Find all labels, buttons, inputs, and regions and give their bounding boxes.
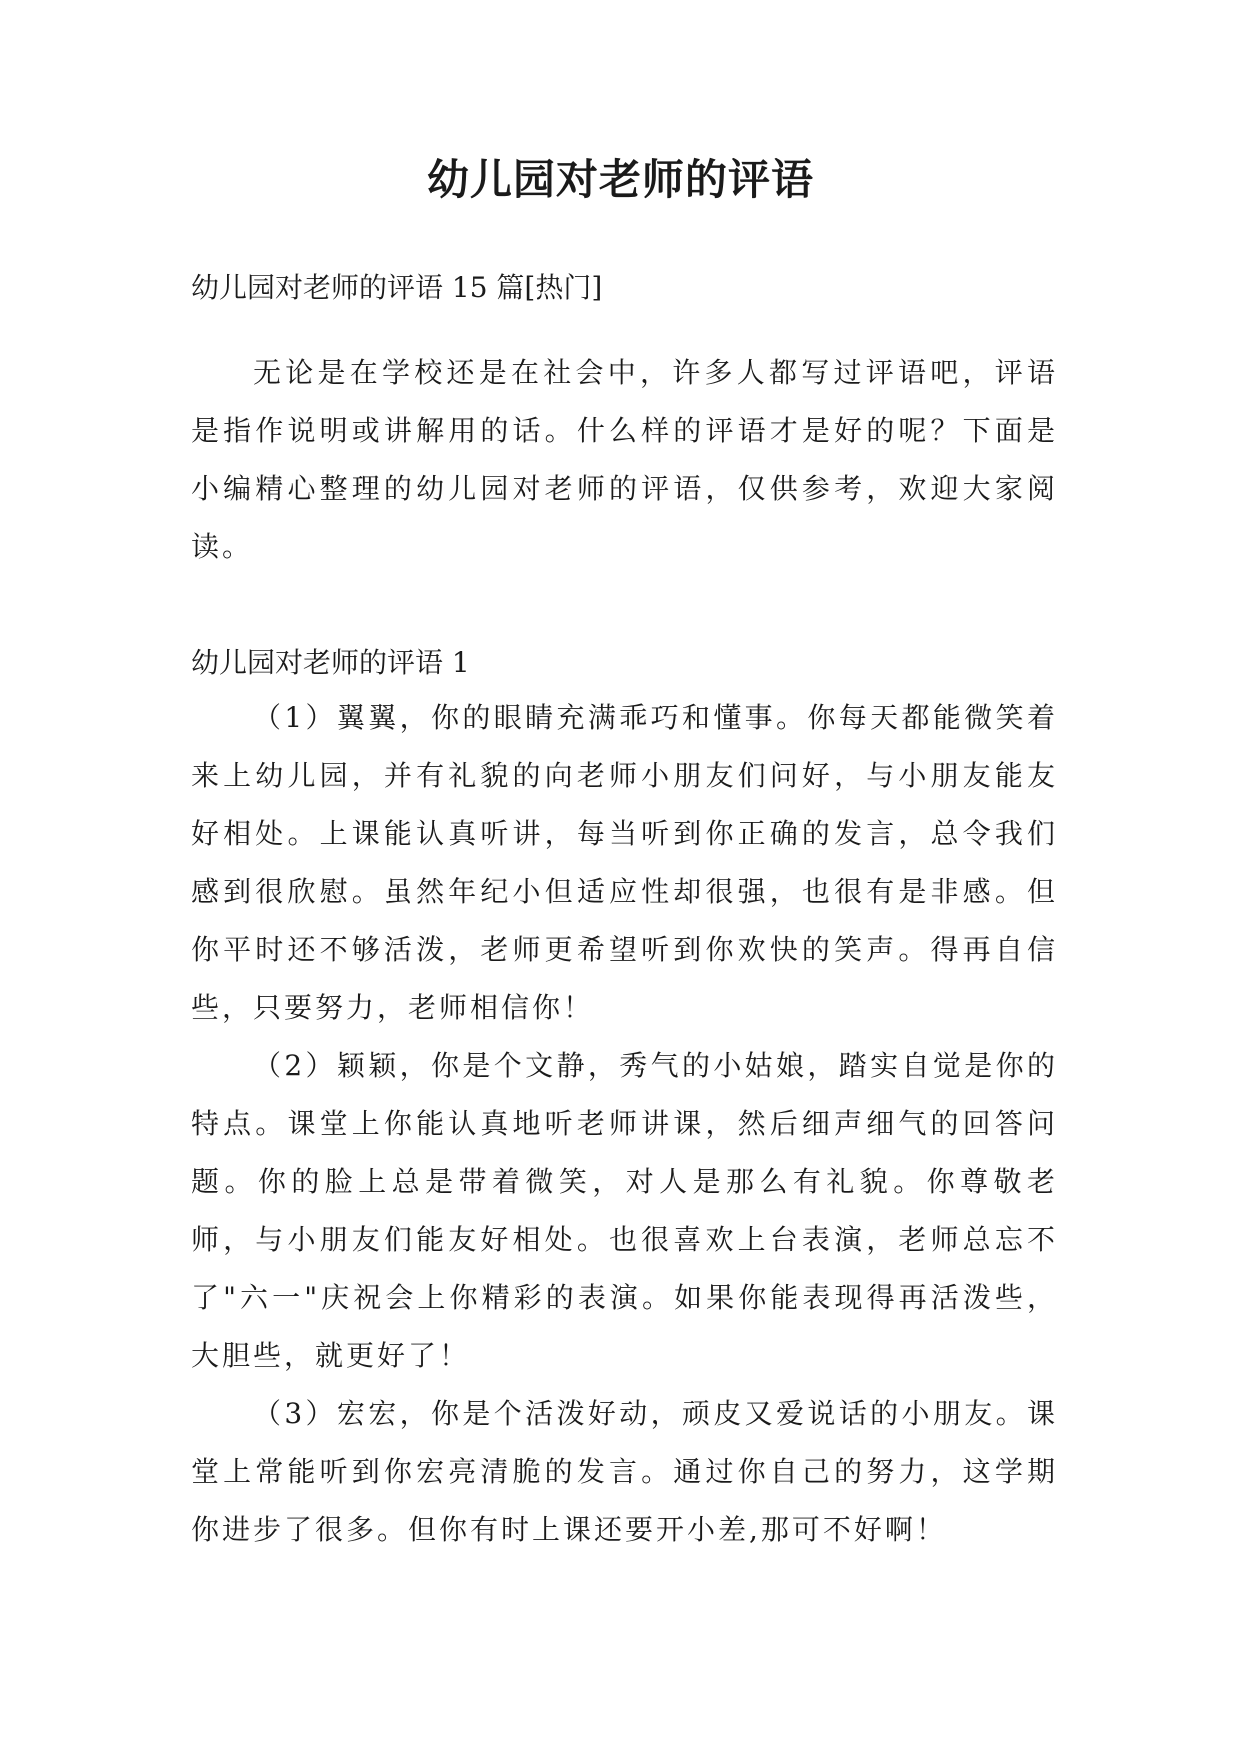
section-heading: 幼儿园对老师的评语 1 — [191, 646, 470, 679]
document-subtitle: 幼儿园对老师的评语 15 篇[热门] — [191, 271, 603, 304]
document-title: 幼儿园对老师的评语 — [426, 155, 814, 204]
section-paragraph-1: （1）翼翼，你的眼睛充满乖巧和懂事。你每天都能微笑着来上幼儿园，并有礼貌的向老师小朋友们问好，与小朋友能友好相处。上课能认真听讲，每当听到你正确的发言，总令我们感到很欣慰。虽然年纪小但适应性却很强，也很有是非感。但你平时还不够活泼，老师更希望听到你欢快的笑声。得再自信些，只要努力，老师相信你！ — [191, 701, 1058, 1024]
intro-paragraph: 无论是在学校还是在社会中，许多人都写过评语吧，评语是指作说明或讲解用的话。什么样的评语才是好的呢？下面是小编精心整理的幼儿园对老师的评语，仅供参考，欢迎大家阅读。 — [191, 356, 1058, 563]
section-paragraph-3: （3）宏宏，你是个活泼好动，顽皮又爱说话的小朋友。课堂上常能听到你宏亮清脆的发言。通过你自己的努力，这学期你进步了很多。但你有时上课还要开小差,那可不好啊！ — [191, 1397, 1058, 1546]
section-body — [191, 689, 1058, 1559]
intro-block — [191, 344, 1058, 576]
section-paragraph-2: （2）颖颖，你是个文静，秀气的小姑娘，踏实自觉是你的特点。课堂上你能认真地听老师讲课，然后细声细气的回答问题。你的脸上总是带着微笑，对人是那么有礼貌。你尊敬老师，与小朋友们能友好相处。也很喜欢上台表演，老师总忘不了"六一"庆祝会上你精彩的表演。如果你能表现得再活泼些，大胆些，就更好了！ — [191, 1049, 1058, 1372]
